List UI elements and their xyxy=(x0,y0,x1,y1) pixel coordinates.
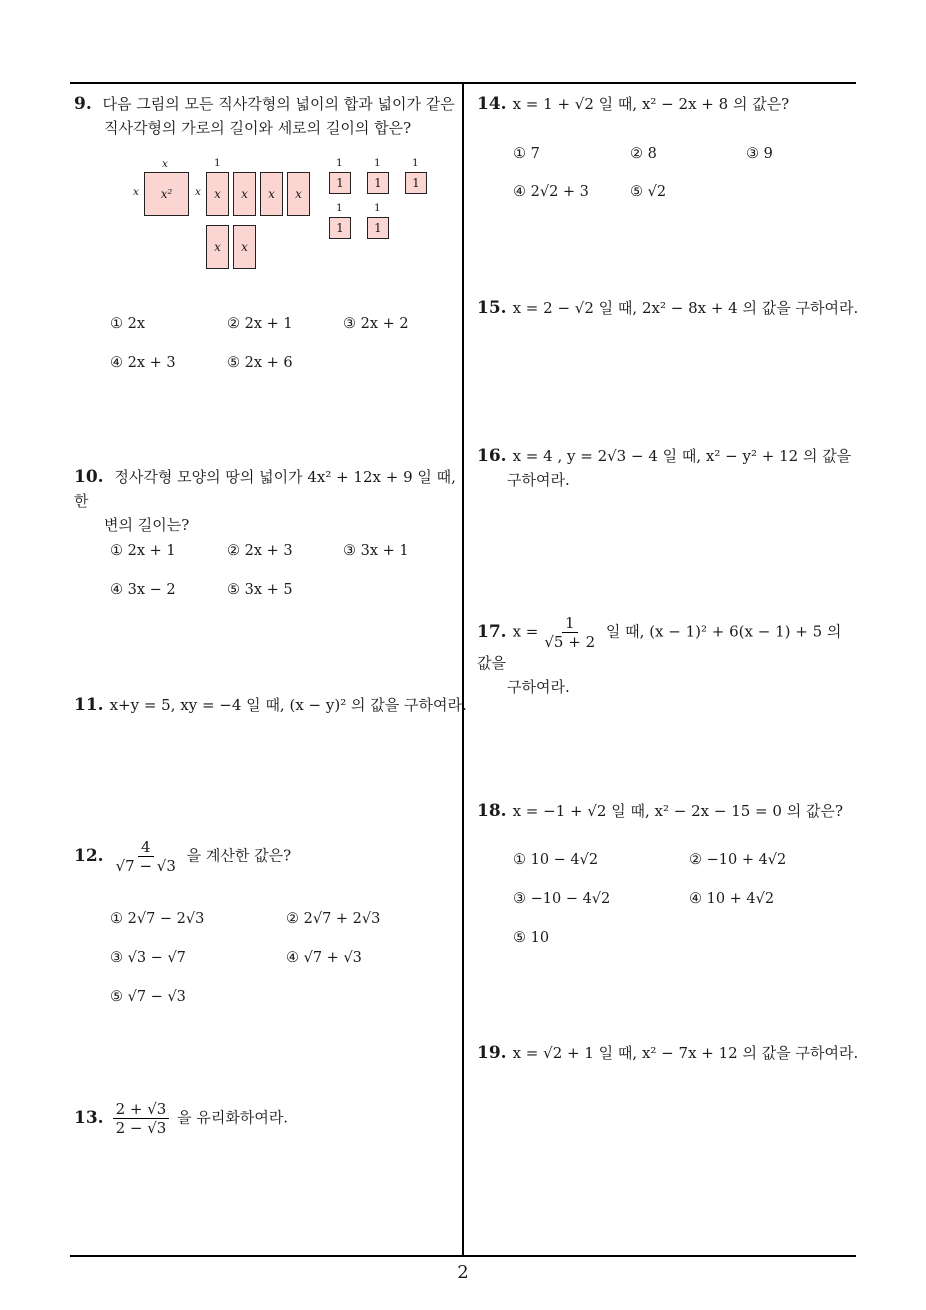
option[interactable]: ⑤ 2x + 6 xyxy=(227,355,293,371)
option[interactable]: ⑤ 3x + 5 xyxy=(227,582,293,598)
question-number: 19. xyxy=(477,1043,507,1063)
option[interactable]: ④ 2x + 3 xyxy=(110,355,176,371)
option[interactable]: ① 10 − 4√2 xyxy=(513,852,599,868)
fraction: $\frac{4}{√7 - √3}$ xyxy=(115,838,176,875)
column-divider xyxy=(462,82,464,1256)
x-squared-tile: x² xyxy=(144,172,189,216)
option[interactable]: ② 2x + 3 xyxy=(227,543,293,559)
question-text: x = −1 + √2 일 때, x² − 2x − 15 = 0 의 값은? xyxy=(512,802,843,820)
unit-tile: 1 xyxy=(367,217,389,239)
dim-label: 1 xyxy=(336,157,343,169)
question-text: 변의 길이는? xyxy=(104,516,190,534)
option[interactable]: ② 8 xyxy=(630,146,657,162)
option[interactable]: ⑤ √7 − √3 xyxy=(110,989,186,1005)
question-18 xyxy=(477,799,857,823)
question-text: 다음 그림의 모든 직사각형의 넓이의 합과 넓이가 같은 xyxy=(102,95,455,113)
question-text: 일 때, (x − 1)² + 6(x − 1) + 5 의 값을 xyxy=(477,622,842,672)
option[interactable]: ① 7 xyxy=(513,146,540,162)
dim-label: x xyxy=(133,186,139,198)
option[interactable]: ④ 3x − 2 xyxy=(110,582,176,598)
question-text: x = 4 , y = 2√3 − 4 일 때, x² − y² + 12 의 값을 xyxy=(512,447,852,465)
option[interactable]: ⑤ √2 xyxy=(630,184,667,200)
unit-tile: 1 xyxy=(367,172,389,194)
question-number: 15. xyxy=(477,298,507,318)
question-number: 16. xyxy=(477,446,507,466)
option[interactable]: ③ 9 xyxy=(746,146,773,162)
question-12 xyxy=(74,838,458,875)
dim-label: 1 xyxy=(374,202,381,214)
question-text: 구하여라. xyxy=(507,471,570,489)
option[interactable]: ③ −10 − 4√2 xyxy=(513,891,611,907)
option[interactable]: ③ 2x + 2 xyxy=(343,316,409,332)
question-14 xyxy=(477,92,857,116)
question-text: x+y = 5, xy = −4 일 때, (x − y)² 의 값을 구하여라. xyxy=(109,696,467,714)
option[interactable]: ② 2x + 1 xyxy=(227,316,293,332)
option[interactable]: ④ 2√2 + 3 xyxy=(513,184,589,200)
question-10 xyxy=(74,465,458,537)
option[interactable]: ② −10 + 4√2 xyxy=(689,852,787,868)
question-number: 13. xyxy=(74,1107,104,1128)
question-9 xyxy=(74,92,458,140)
fraction: $\frac{1}{√5 + 2}$ xyxy=(544,614,596,651)
question-text: x = 1 + √2 일 때, x² − 2x + 8 의 값은? xyxy=(512,95,790,113)
question-number: 10. xyxy=(74,467,104,487)
option[interactable]: ① 2x + 1 xyxy=(110,543,176,559)
x-tile: x xyxy=(287,172,310,216)
option[interactable]: ② 2√7 + 2√3 xyxy=(286,911,381,927)
question-16 xyxy=(477,444,857,492)
fraction: $\frac{2 + √3}{2 - √3}$ xyxy=(113,1100,170,1137)
x-tile: x xyxy=(206,172,229,216)
x-tile: x xyxy=(233,225,256,269)
x-tile: x xyxy=(233,172,256,216)
question-text: 직사각형의 가로의 길이와 세로의 길이의 합은? xyxy=(104,119,412,137)
question-text: x = 2 − √2 일 때, 2x² − 8x + 4 의 값을 구하여라. xyxy=(512,299,859,317)
question-text: 을 계산한 값은? xyxy=(186,846,292,865)
x-tile: x xyxy=(206,225,229,269)
dim-label: 1 xyxy=(412,157,419,169)
option[interactable]: ① 2x xyxy=(110,316,146,332)
question-15 xyxy=(477,296,857,320)
option[interactable]: ⑤ 10 xyxy=(513,930,550,946)
dim-label: 1 xyxy=(374,157,381,169)
question-text: x = √2 + 1 일 때, x² − 7x + 12 의 값을 구하여라. xyxy=(512,1044,859,1062)
question-text: 을 유리화하여라. xyxy=(177,1108,289,1127)
question-number: 18. xyxy=(477,801,507,821)
option[interactable]: ③ 3x + 1 xyxy=(343,543,409,559)
dim-label: x xyxy=(195,186,201,198)
option[interactable]: ④ 10 + 4√2 xyxy=(689,891,775,907)
question-text: 구하여라. xyxy=(507,678,570,696)
dim-label: x xyxy=(162,158,168,170)
dim-label: 1 xyxy=(214,157,221,169)
question-number: 9. xyxy=(74,94,92,114)
unit-tile: 1 xyxy=(329,217,351,239)
option[interactable]: ④ √7 + √3 xyxy=(286,950,362,966)
question-number: 12. xyxy=(74,845,104,866)
question-number: 17. xyxy=(477,621,507,642)
question-13 xyxy=(74,1100,458,1137)
page-number: 2 xyxy=(457,1262,469,1283)
question-11 xyxy=(74,693,467,717)
option[interactable]: ① 2√7 − 2√3 xyxy=(110,911,205,927)
x-tile: x xyxy=(260,172,283,216)
option[interactable]: ③ √3 − √7 xyxy=(110,950,186,966)
question-19 xyxy=(477,1041,857,1065)
unit-tile: 1 xyxy=(405,172,427,194)
question-17 xyxy=(477,614,857,699)
dim-label: 1 xyxy=(336,202,343,214)
bottom-rule xyxy=(70,1255,856,1257)
unit-tile: 1 xyxy=(329,172,351,194)
question-text: x = xyxy=(512,622,539,641)
question-number: 14. xyxy=(477,94,507,114)
question-number: 11. xyxy=(74,695,104,715)
question-text: 정사각형 모양의 땅의 넓이가 4x² + 12x + 9 일 때, 한 xyxy=(74,468,456,510)
